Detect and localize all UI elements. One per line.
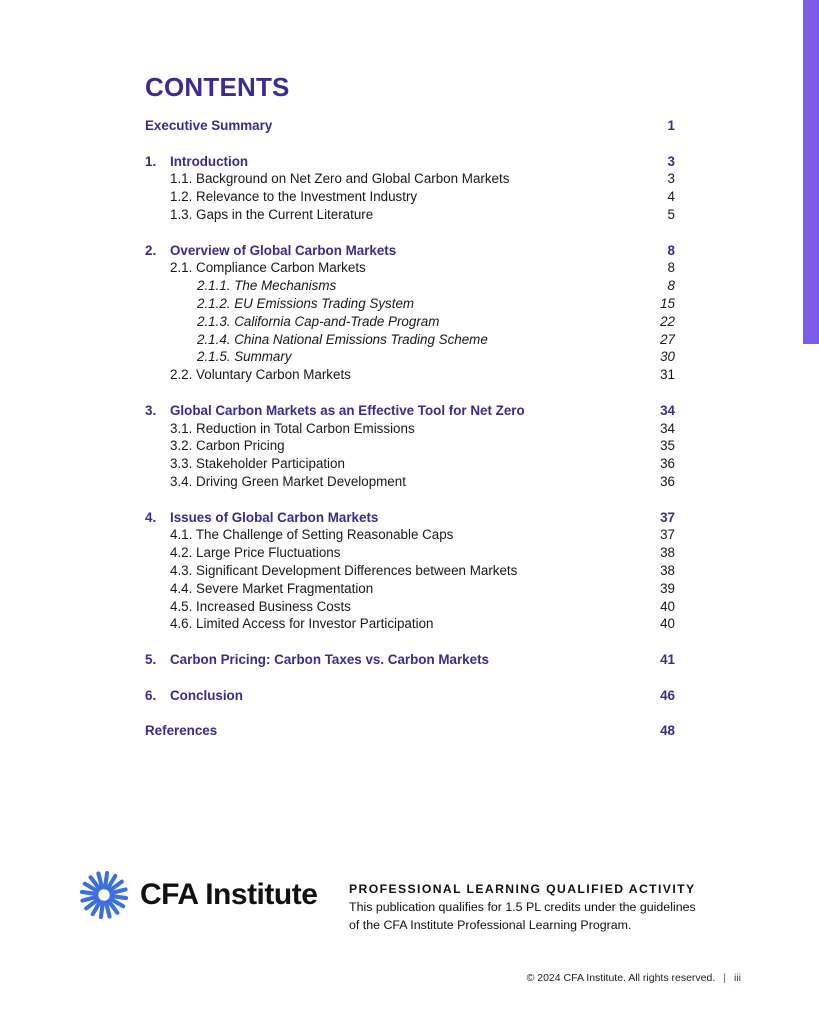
toc-entry[interactable] [145, 331, 675, 349]
page-title: CONTENTS [145, 72, 290, 102]
toc-entry[interactable] [145, 153, 675, 171]
toc-entry[interactable] [145, 295, 675, 313]
toc-label: Executive Summary [145, 118, 273, 133]
toc-entry[interactable] [145, 170, 675, 188]
toc-entry[interactable] [145, 259, 675, 277]
toc-entry[interactable] [145, 615, 675, 633]
toc-entry[interactable] [145, 117, 675, 135]
toc-label: 4.2. Large Price Fluctuations [170, 545, 341, 561]
toc-label: 4.1. The Challenge of Setting Reasonable Caps [170, 527, 454, 543]
toc-section-number: 6. [145, 687, 157, 703]
toc-entry[interactable] [145, 242, 675, 260]
toc-entry[interactable] [145, 580, 675, 598]
toc-entry[interactable] [145, 402, 675, 420]
toc-label: 2.2. Voluntary Carbon Markets [170, 367, 351, 383]
toc-page-number: 37 [660, 527, 675, 543]
toc-entry[interactable] [145, 437, 675, 455]
toc-entry[interactable] [145, 562, 675, 580]
toc-page-number: 41 [660, 651, 675, 667]
toc-page-number: 15 [660, 295, 675, 311]
toc-page-number: 5 [667, 206, 675, 222]
toc-page-number: 1 [667, 118, 675, 133]
toc-page-number: 3 [667, 153, 675, 169]
toc-entry[interactable] [145, 313, 675, 331]
toc-section-number: 3. [145, 402, 157, 418]
toc-label: Overview of Global Carbon Markets [170, 242, 397, 258]
toc-label: 4.5. Increased Business Costs [170, 598, 351, 614]
toc-page-number: 27 [660, 331, 675, 347]
badge-title: PROFESSIONAL LEARNING QUALIFIED ACTIVITY [349, 882, 696, 896]
toc-entry[interactable] [145, 722, 675, 740]
toc-label: 1.1. Background on Net Zero and Global Carbon Markets [170, 171, 510, 187]
footer-separator: | [723, 972, 726, 984]
toc-page-number: 8 [667, 260, 675, 276]
toc-label: 2.1.3. California Cap-and-Trade Program [197, 313, 440, 329]
toc-label: 4.3. Significant Development Differences between Markets [170, 562, 518, 578]
toc-page-number: 31 [660, 367, 675, 383]
toc-section-number: 2. [145, 242, 157, 258]
toc-entry[interactable] [145, 598, 675, 616]
side-accent-bar [803, 0, 819, 344]
toc-entry[interactable] [145, 348, 675, 366]
toc-entry[interactable] [145, 651, 675, 669]
toc-page-number: 8 [667, 278, 675, 294]
toc-page-number: 3 [667, 171, 675, 187]
toc-page-number: 30 [660, 349, 675, 365]
toc-label: 2.1.2. EU Emissions Trading System [197, 295, 415, 311]
cfa-starburst-icon [76, 867, 132, 923]
toc-page-number: 4 [667, 189, 675, 205]
toc-label: 3.1. Reduction in Total Carbon Emissions [170, 420, 415, 436]
toc-label: 3.3. Stakeholder Participation [170, 456, 345, 472]
cfa-logo [76, 867, 317, 923]
toc-label: Carbon Pricing: Carbon Taxes vs. Carbon Markets [170, 651, 489, 667]
badge-line-2: of the CFA Institute Professional Learning Program. [349, 917, 632, 932]
toc-label: Global Carbon Markets as an Effective Tool for Net Zero [170, 402, 525, 418]
toc-entry[interactable] [145, 366, 675, 384]
toc-page-number: 34 [660, 420, 675, 436]
toc-entry[interactable] [145, 473, 675, 491]
toc-page-number: 39 [660, 580, 675, 596]
toc-section-number: 4. [145, 509, 157, 525]
page-number: iii [734, 972, 741, 984]
toc-label: 4.6. Limited Access for Investor Participation [170, 616, 434, 632]
toc-label: 2.1.1. The Mechanisms [197, 278, 337, 294]
toc-page-number: 40 [660, 616, 675, 632]
toc-label: Conclusion [170, 687, 243, 703]
toc-label: 4.4. Severe Market Fragmentation [170, 580, 374, 596]
toc-entry[interactable] [145, 206, 675, 224]
footer [527, 972, 741, 984]
logo-text: CFA Institute [140, 878, 318, 911]
toc-label: 2.1.4. China National Emissions Trading Scheme [197, 331, 488, 347]
toc-label: 1.3. Gaps in the Current Literature [170, 206, 374, 222]
toc-label: 3.2. Carbon Pricing [170, 438, 285, 454]
toc-label: 2.1.5. Summary [197, 349, 292, 365]
toc-entry[interactable] [145, 455, 675, 473]
badge-text [349, 899, 749, 934]
toc-label: 1.2. Relevance to the Investment Industry [170, 189, 418, 205]
toc-entry[interactable] [145, 420, 675, 438]
toc-page-number: 22 [660, 313, 675, 329]
toc-page-number: 46 [660, 687, 675, 703]
copyright: © 2024 CFA Institute. All rights reserved. [526, 972, 716, 984]
toc-entry[interactable] [145, 509, 675, 527]
toc-page-number: 38 [660, 562, 675, 578]
toc-label: 3.4. Driving Green Market Development [170, 473, 406, 489]
badge-line-1: This publication qualifies for 1.5 PL credits under the guidelines [349, 900, 696, 914]
toc-label: References [145, 723, 218, 739]
table-of-contents [145, 117, 675, 740]
toc-label: Issues of Global Carbon Markets [170, 509, 379, 525]
toc-section-number: 1. [145, 153, 157, 169]
toc-entry[interactable] [145, 188, 675, 206]
toc-page-number: 40 [660, 598, 675, 614]
toc-page-number: 48 [660, 723, 675, 739]
toc-page-number: 36 [660, 456, 675, 472]
toc-entry[interactable] [145, 544, 675, 562]
toc-page-number: 36 [660, 473, 675, 489]
toc-page-number: 38 [660, 545, 675, 561]
toc-section-number: 5. [145, 651, 157, 667]
toc-label: 2.1. Compliance Carbon Markets [170, 260, 366, 276]
toc-entry[interactable] [145, 526, 675, 544]
toc-page-number: 35 [660, 438, 675, 454]
toc-page-number: 8 [667, 242, 675, 258]
toc-entry[interactable] [145, 687, 675, 705]
toc-entry[interactable] [145, 277, 675, 295]
pl-badge [349, 882, 749, 934]
toc-page-number: 34 [660, 402, 675, 418]
toc-label: Introduction [170, 153, 249, 169]
toc-page-number: 37 [660, 509, 675, 525]
